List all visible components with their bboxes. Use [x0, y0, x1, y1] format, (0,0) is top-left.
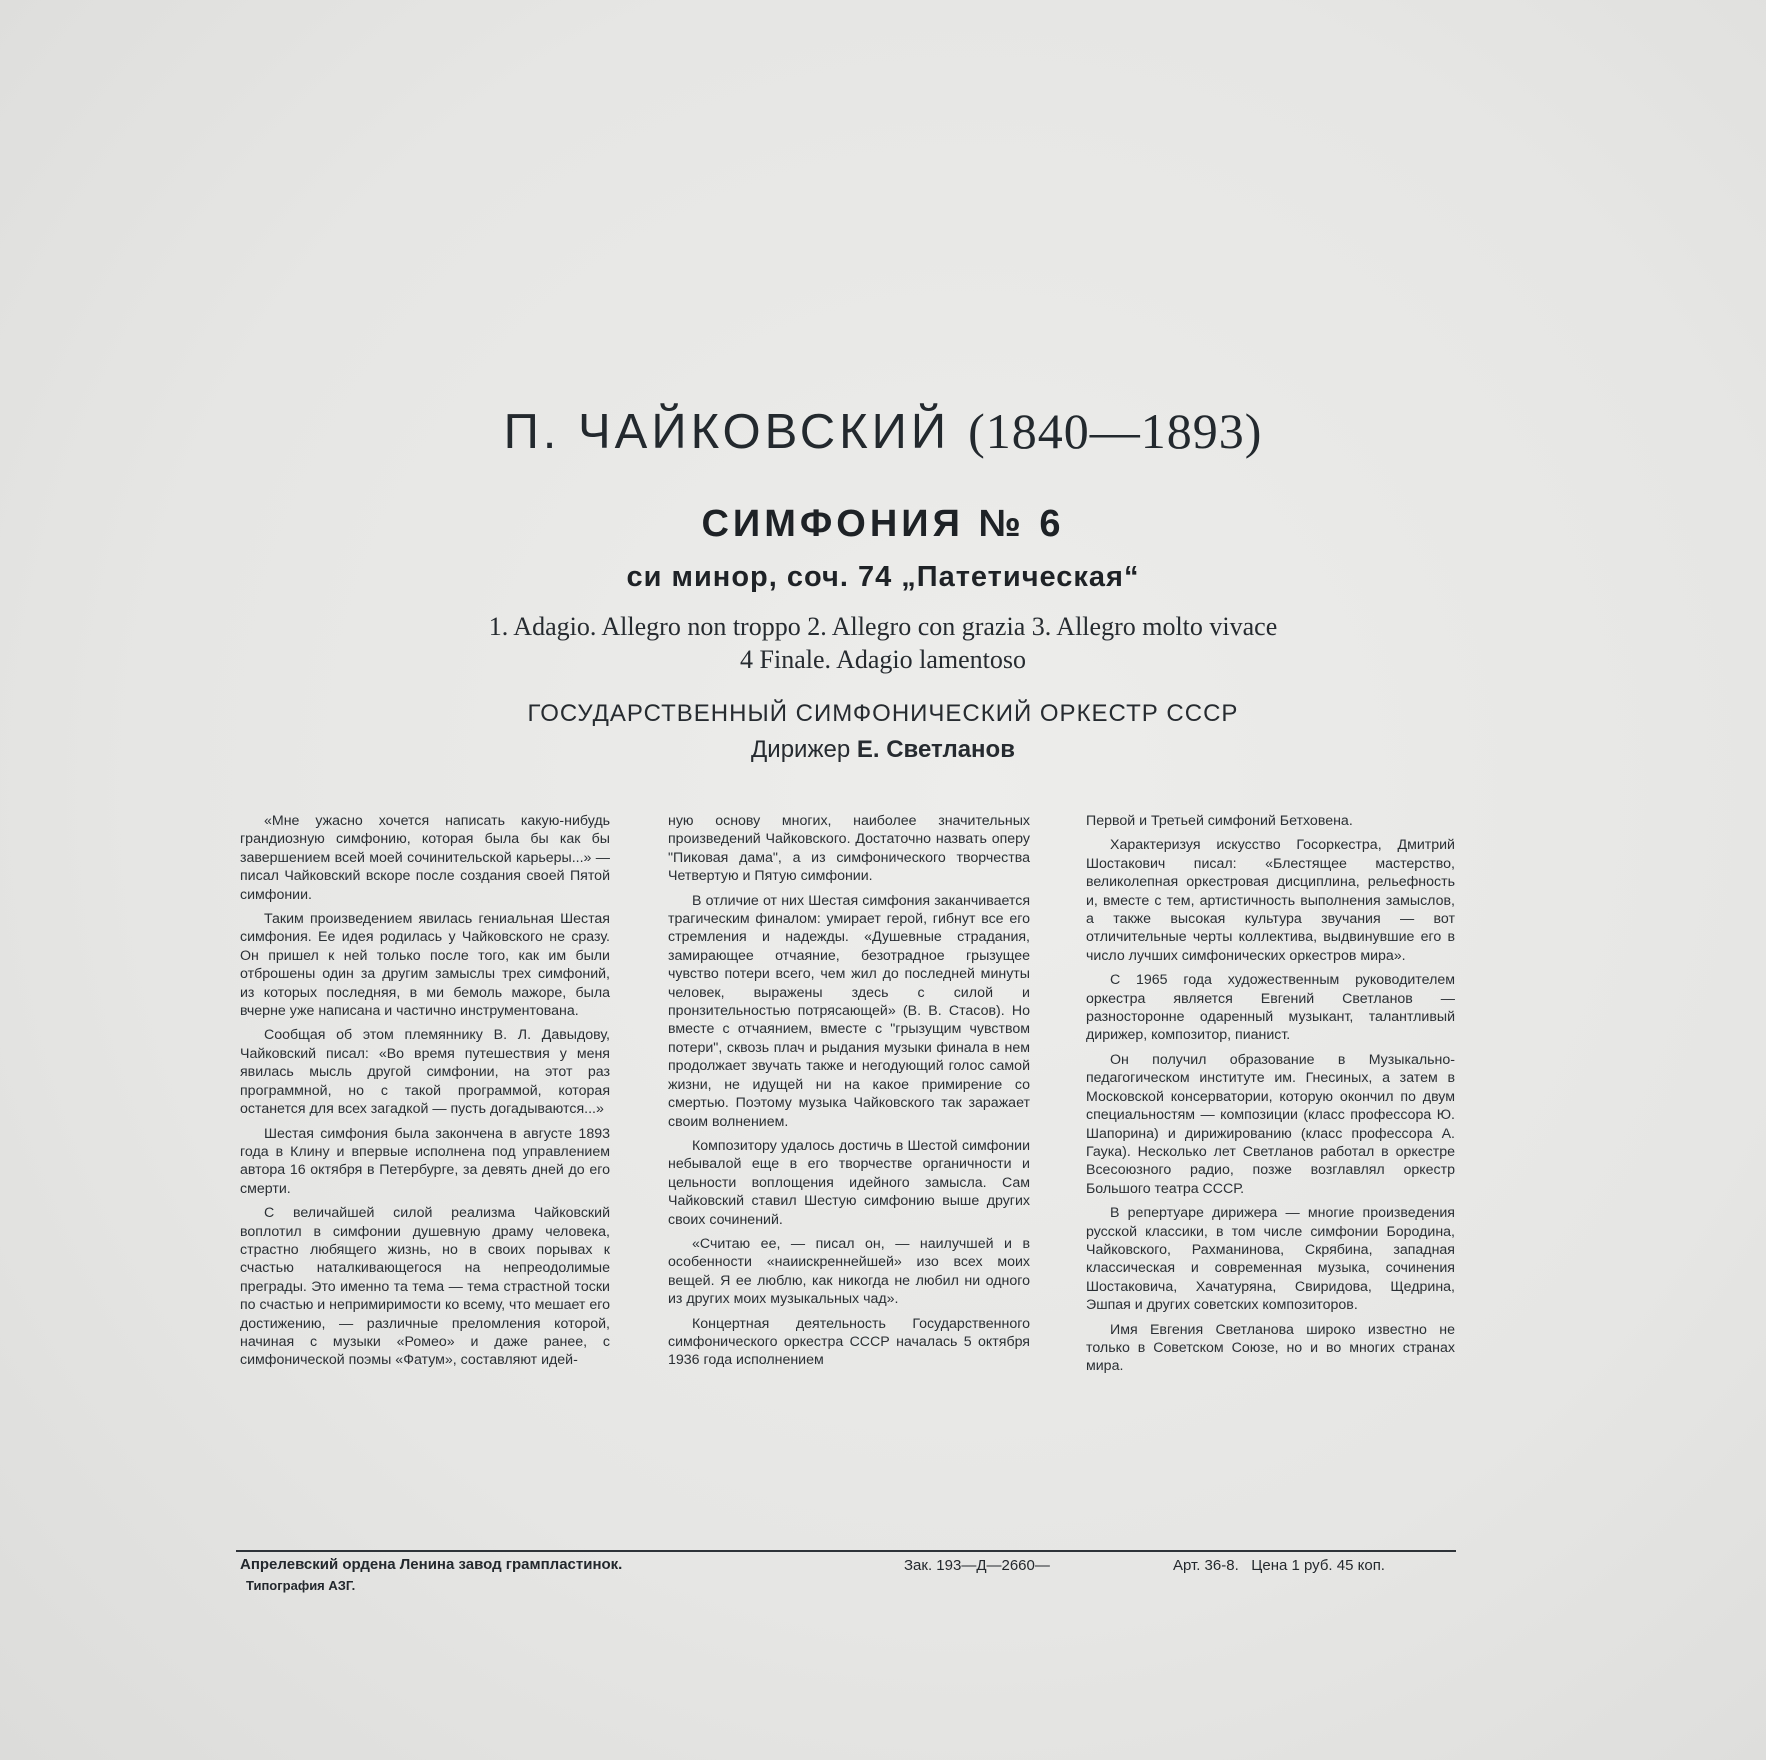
- notes-paragraph: «Считаю ее, — писал он, — наилучшей и в особенности «наиискреннейшей» изо всех моих вещей. Я ее люблю, как никогда не любил ни одного из других моих музыкальных чад».: [668, 1235, 1030, 1308]
- movements-line-1: 1. Adagio. Allegro non troppo 2. Allegro con grazia 3. Allegro molto vivace: [488, 612, 1278, 641]
- notes-paragraph: В репертуаре дирижера — многие произведения русской классики, в том числе симфонии Бородина, Чайковского, Рахманинова, Скрябина, западная классическая и современная музыка, сочинения Шостаковича, Хачатуряна, Свиридова, Щедрина, Эшпая и других советских композиторов.: [1086, 1205, 1455, 1314]
- work-title: СИМФОНИЯ № 6: [701, 503, 1065, 545]
- conductor-name: Е. Светланов: [856, 736, 1015, 763]
- movements-line-2: 4 Finale. Adagio lamentoso: [740, 645, 1026, 674]
- work-subtitle: си минор, соч. 74 „Патетическая“: [626, 561, 1140, 593]
- notes-column-2: [668, 812, 1030, 1376]
- notes-paragraph: В отличие от них Шестая симфония заканчивается трагическим финалом: умирает герой, гибнут все его стремления и надежды. «Душевные страдания, замирающее отчаяние, безотрадное грызущее чувство потери всего, чем жил до последней минуты человек, выражены здесь с силой и пронзительностью потрясающей» (В. В. Стасов). Но вместе с отчаянием, вместе с "грызущим чувством потери", сквозь плач и рыдания музыки финала в нем продолжает звучать также и негодующий голос самой жизни, не идущей ни на какое примирение со смертью. Поэтому музыка Чайковского так заражает своим волнением.: [668, 892, 1030, 1130]
- footer-factory: Апрелевский ордена Ленина завод грампластинок.: [240, 1556, 623, 1573]
- composer-heading: [0, 398, 1766, 464]
- notes-paragraph: Композитору удалось достичь в Шестой симфонии небывалой еще в его творчестве органичности и цельности воплощения идейного замысла. Сам Чайковский ставил Шестую симфонию выше других своих сочинений.: [668, 1137, 1030, 1228]
- footer-divider: [236, 1550, 1456, 1552]
- conductor-credit: [330, 736, 1436, 764]
- notes-paragraph: Шестая симфония была закончена в августе 1893 года в Клину и впервые исполнена под управлением автора 16 октября в Петербурге, за девять дней до его смерти.: [240, 1125, 610, 1197]
- notes-paragraph: С 1965 года художественным руководителем оркестра является Евгений Светланов — разносторонне одаренный музыкант, талантливый дирижер, композитор, пианист.: [1086, 972, 1455, 1044]
- orchestra-name: ГОСУДАРСТВЕННЫЙ СИМФОНИЧЕСКИЙ ОРКЕСТР СССР: [527, 700, 1239, 727]
- notes-paragraph: Он получил образование в Музыкально-педагогическом институте им. Гнесиных, а затем в Московской консерватории, которую окончил по двум специальностям — композиции (класс профессора Ю. Шапорина) и дирижированию (класс профессора А. Гаука). Несколько лет Светланов работал в оркестре Всесоюзного радио, позже возглавлял оркестр Большого театра СССР.: [1086, 1051, 1455, 1197]
- conductor-label: Дирижер: [751, 736, 851, 763]
- notes-paragraph: Сообщая об этом племяннику В. Л. Давыдову, Чайковский писал: «Во время путешествия у меня явилась мысль другой симфонии, на этот раз программной, но с такой программой, которая останется для всех загадкой — пусть догадываются...»: [240, 1027, 610, 1118]
- movements-list: [330, 610, 1436, 676]
- notes-paragraph: «Мне ужасно хочется написать какую-нибудь грандиозную симфонию, которая была бы как бы завершением всей моей сочинительской карьеры...» — писал Чайковский вскоре после создания своей Пятой симфонии.: [240, 813, 610, 903]
- notes-paragraph: Имя Евгения Светланова широко известно не только в Советском Союзе, но и во многих странах мира.: [1086, 1321, 1455, 1375]
- notes-paragraph: С величайшей силой реализма Чайковский воплотил в симфонии душевную драму человека, страстно любящего жизнь, но в своих порывах к счастью наталкивающегося на непреодолимые преграды. Это именно та тема — тема страстной тоски по счастью и непримиримости ко всему, что мешает его достижению, — различные преломления которой, начиная с музыки «Ромео» и даже ранее, с симфонической поэмы «Фатум», составляют идей-: [240, 1205, 610, 1369]
- notes-column-3: [1086, 812, 1455, 1382]
- footer-printing: Типография АЗГ.: [246, 1578, 356, 1593]
- notes-paragraph-continued: Первой и Третьей симфоний Бетховена.: [1086, 813, 1353, 829]
- composer-dates: (1840—1893): [968, 403, 1263, 459]
- notes-column-1: [240, 812, 610, 1376]
- composer-name: П. ЧАЙКОВСКИЙ: [503, 405, 951, 459]
- footer-price: Арт. 36-8. Цена 1 руб. 45 коп.: [1173, 1557, 1385, 1574]
- notes-paragraph-continued: ную основу многих, наиболее значительных произведений Чайковского. Достаточно назвать оперу "Пиковая дама", а из симфонического творчества Четвертую и Пятую симфонии.: [668, 813, 1030, 885]
- notes-paragraph: Таким произведением явилась гениальная Шестая симфония. Ее идея родилась у Чайковского не сразу. Он пришел к ней только после того, как им были отброшены один за другим замыслы трех симфоний, из которых последняя, в ми бемоль мажоре, была вчерне уже написана и частично инструментована.: [240, 911, 610, 1020]
- footer-order-number: Зак. 193—Д—2660—: [904, 1557, 1050, 1574]
- notes-paragraph: Характеризуя искусство Госоркестра, Дмитрий Шостакович писал: «Блестящее мастерство, великолепная оркестровая дисциплина, рельефность и, вместе с тем, артистичность выполнения замыслов, а также высокая культура звучания — вот отличительные черты коллектива, выдвинувшие его в число лучших симфонических оркестров мира».: [1086, 837, 1455, 964]
- notes-paragraph: Концертная деятельность Государственного симфонического оркестра СССР началась 5 октября 1936 года исполнением: [668, 1315, 1030, 1369]
